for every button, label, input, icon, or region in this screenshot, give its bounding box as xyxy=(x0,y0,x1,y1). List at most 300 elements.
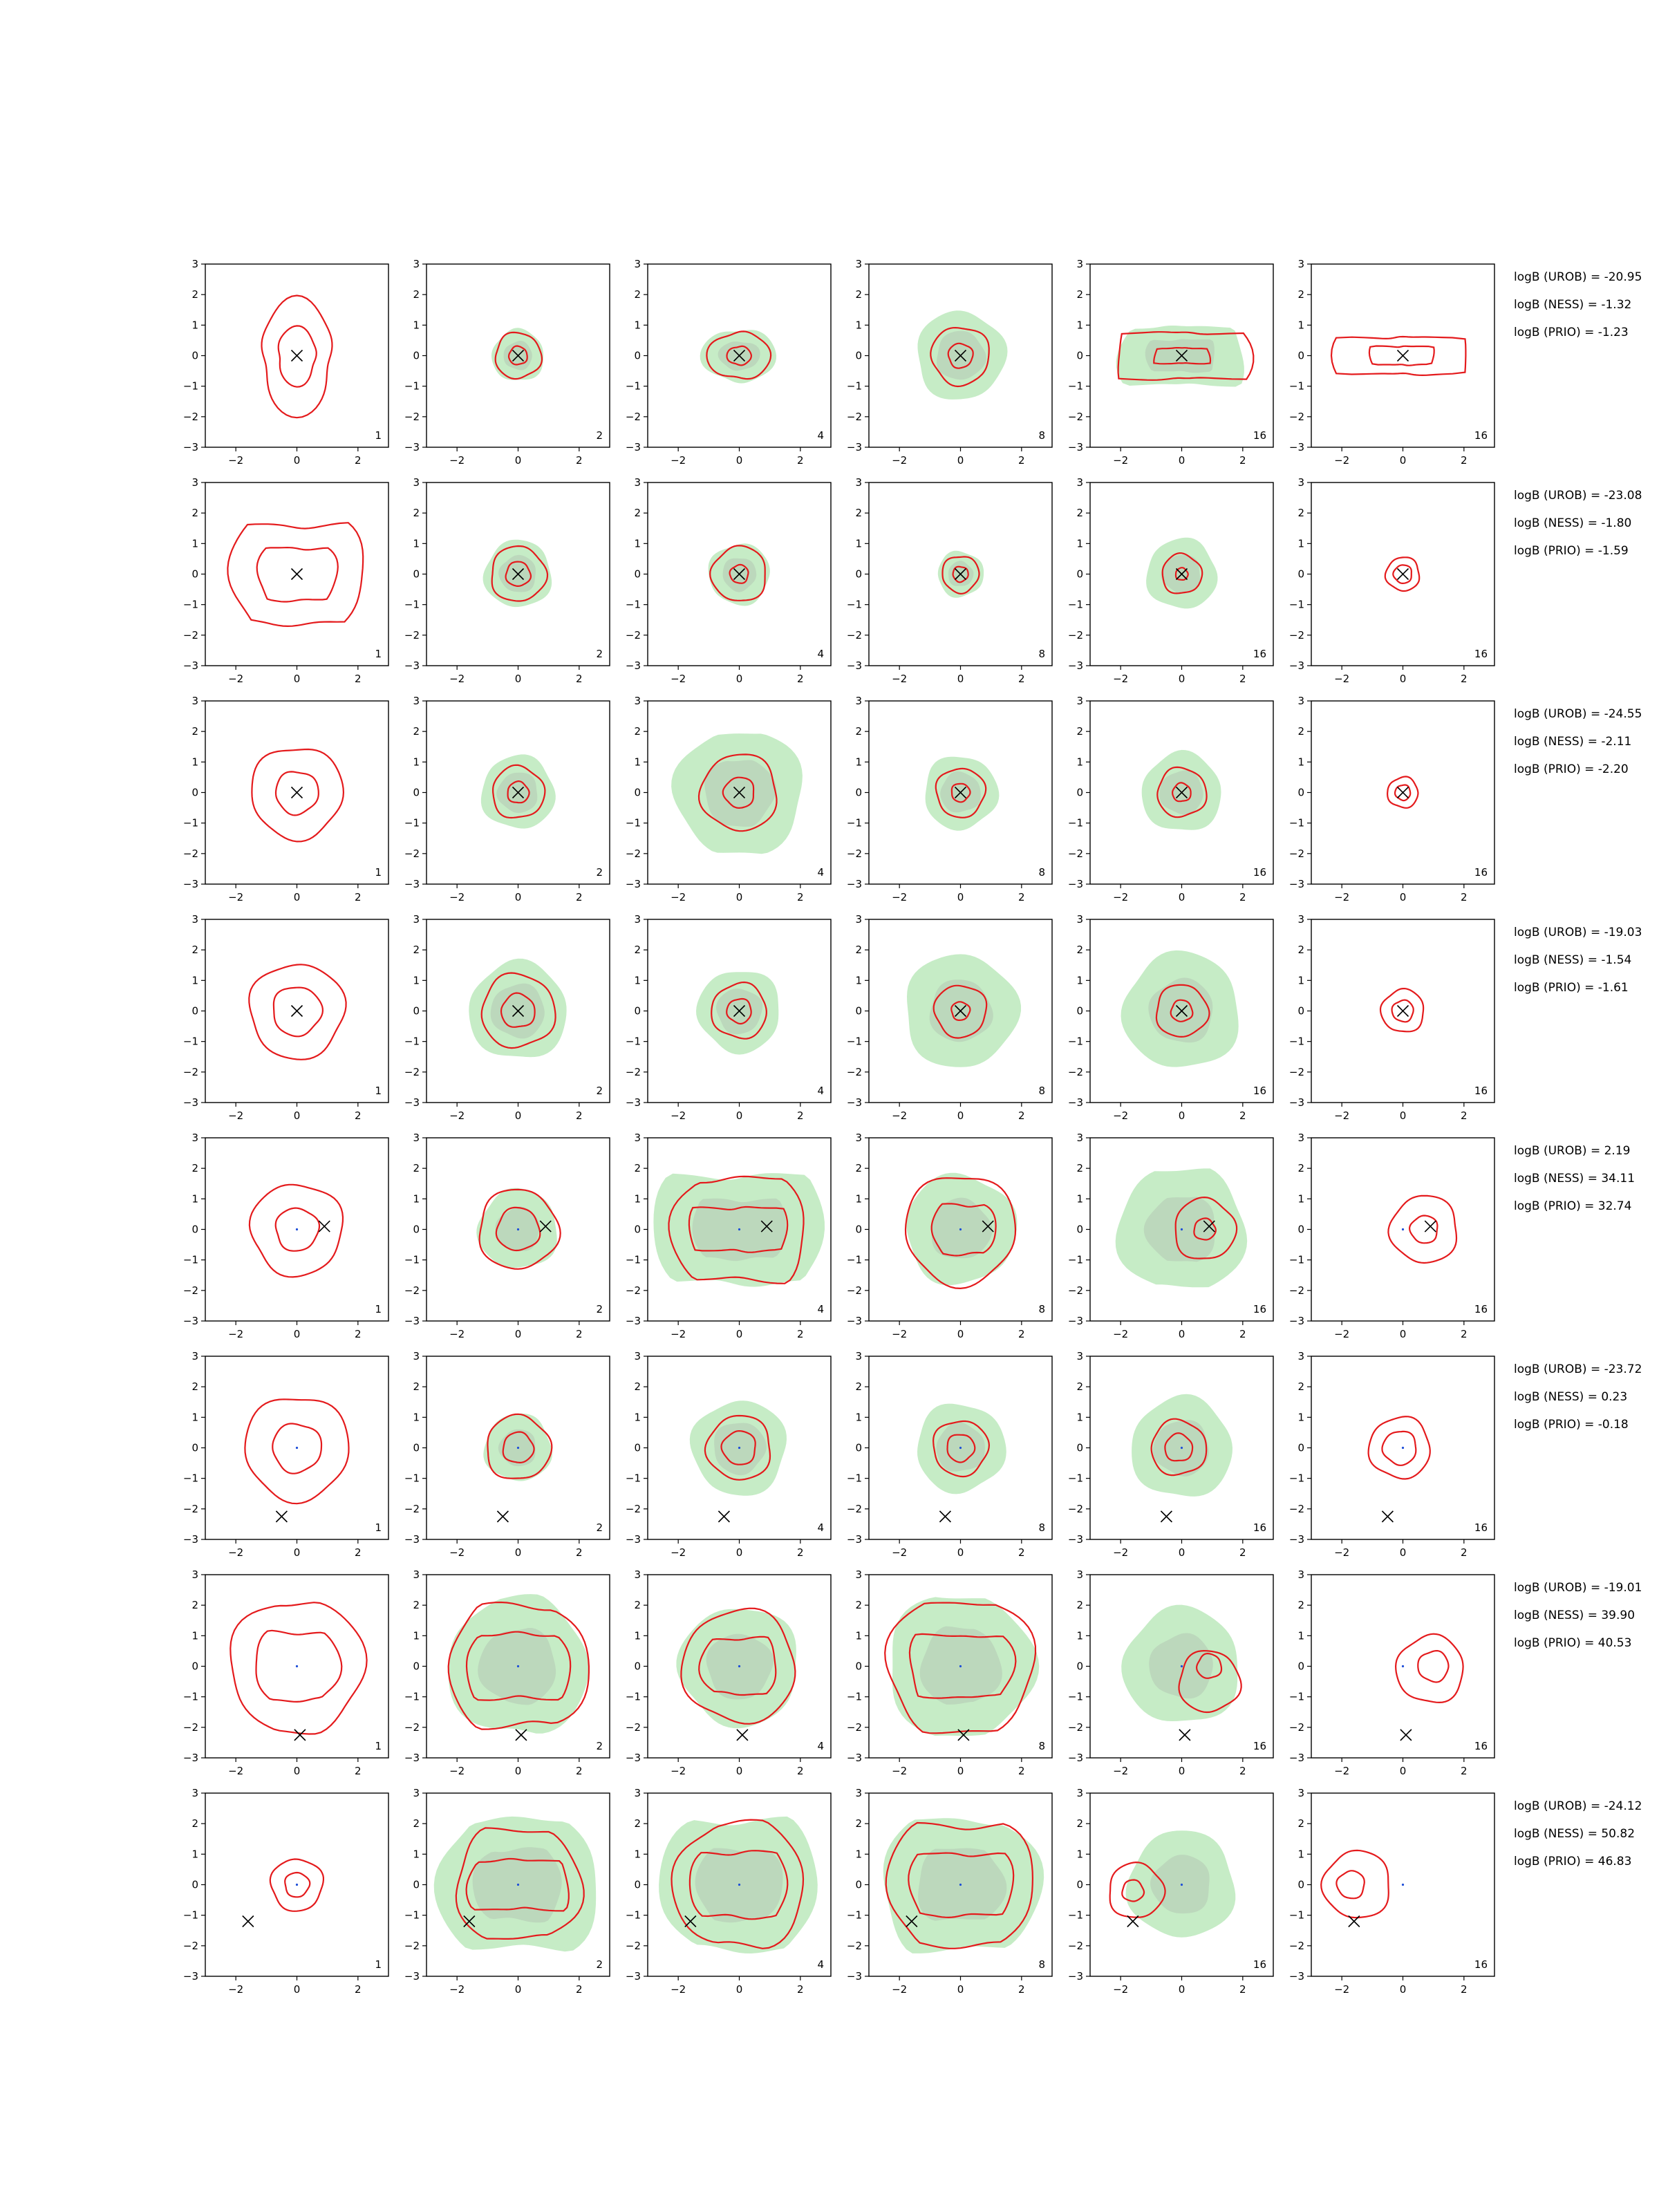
y-tick-label: 2 xyxy=(1297,1599,1304,1612)
sample-count-label: 16 xyxy=(1253,1303,1266,1315)
y-tick-label: 1 xyxy=(413,1629,420,1642)
sample-count-label: 1 xyxy=(375,1740,382,1752)
x-tick-label: 2 xyxy=(1018,1109,1025,1122)
y-tick-label: −1 xyxy=(182,1253,198,1266)
x-tick-label: −2 xyxy=(671,891,686,903)
sample-count-label: 1 xyxy=(375,1521,382,1534)
x-tick-label: 0 xyxy=(1178,1983,1185,1996)
logb-stat-label: logB (NESS) = -2.11 xyxy=(1514,735,1632,749)
y-tick-label: 2 xyxy=(191,1380,198,1394)
y-tick-label: 3 xyxy=(634,1568,641,1581)
y-tick-label: 2 xyxy=(191,1599,198,1612)
contour-outer xyxy=(245,1399,348,1503)
y-tick-label: −1 xyxy=(846,1472,862,1485)
x-tick-label: 2 xyxy=(576,454,583,467)
y-tick-label: 2 xyxy=(1297,1162,1304,1175)
x-tick-label: 2 xyxy=(355,1546,362,1559)
origin-dot xyxy=(959,1665,962,1667)
sample-count-label: 16 xyxy=(1253,429,1266,442)
y-tick-label: −1 xyxy=(625,1690,641,1703)
y-tick-label: 3 xyxy=(191,1132,198,1144)
x-tick-label: −2 xyxy=(1334,1765,1350,1777)
y-tick-label: 3 xyxy=(634,476,641,489)
x-tick-label: 2 xyxy=(1239,1983,1246,1996)
y-tick-label: −3 xyxy=(182,1970,198,1983)
y-tick-label: 0 xyxy=(1297,786,1304,799)
y-tick-label: −2 xyxy=(846,1939,862,1952)
y-tick-label: 3 xyxy=(191,476,198,489)
sample-count-label: 2 xyxy=(596,1740,603,1752)
y-tick-label: 0 xyxy=(634,1878,641,1891)
panel-r2-c6 xyxy=(1289,476,1494,685)
panel-r8-c5 xyxy=(1068,1787,1273,1996)
y-tick-label: −3 xyxy=(846,1096,862,1109)
y-tick-label: 2 xyxy=(634,288,641,301)
x-tick-label: 0 xyxy=(293,673,301,685)
y-tick-label: 1 xyxy=(634,974,641,987)
y-tick-label: −1 xyxy=(182,1035,198,1048)
y-tick-label: −1 xyxy=(1288,1035,1304,1048)
y-tick-label: 0 xyxy=(191,1441,198,1454)
contour-inner xyxy=(256,1631,342,1702)
y-tick-label: 1 xyxy=(413,1411,420,1424)
x-tick-label: 2 xyxy=(797,1328,804,1340)
panel-r4-c2 xyxy=(404,913,610,1122)
y-tick-label: 1 xyxy=(413,1192,420,1206)
panel-r1-c6 xyxy=(1289,258,1494,467)
x-tick-label: −2 xyxy=(892,1983,908,1996)
x-tick-label: 0 xyxy=(1399,1109,1407,1122)
y-tick-label: −2 xyxy=(1288,628,1304,641)
y-tick-label: −3 xyxy=(625,1970,641,1983)
x-tick-label: −2 xyxy=(449,1765,465,1777)
panel-r7-c1 xyxy=(183,1568,388,1777)
panel-r5-c5 xyxy=(1068,1132,1273,1340)
sample-count-label: 4 xyxy=(817,1740,824,1752)
y-tick-label: 0 xyxy=(191,349,198,362)
x-tick-label: 2 xyxy=(1239,1546,1246,1559)
origin-dot xyxy=(1402,1884,1404,1886)
y-tick-label: −2 xyxy=(404,1284,420,1297)
y-tick-label: 0 xyxy=(413,568,420,581)
x-tick-label: 0 xyxy=(735,891,743,903)
y-tick-label: 2 xyxy=(1076,725,1083,738)
y-tick-label: 0 xyxy=(1076,1660,1083,1673)
contour-inner xyxy=(1382,1432,1416,1465)
x-tick-label: 2 xyxy=(355,1109,362,1122)
x-tick-label: −2 xyxy=(892,891,908,903)
x-tick-label: 0 xyxy=(957,1328,964,1340)
sample-count-label: 16 xyxy=(1474,648,1488,660)
y-tick-label: −3 xyxy=(1067,1752,1083,1764)
y-tick-label: −2 xyxy=(846,410,862,423)
contour-outer xyxy=(1331,337,1465,375)
y-tick-label: 1 xyxy=(1297,974,1304,987)
y-tick-label: −1 xyxy=(182,598,198,611)
x-tick-label: −2 xyxy=(1113,454,1129,467)
y-tick-label: 1 xyxy=(191,1411,198,1424)
y-tick-label: −1 xyxy=(1067,598,1083,611)
y-tick-label: 3 xyxy=(413,1568,420,1581)
panel-r8-c1 xyxy=(183,1787,388,1996)
y-tick-label: 3 xyxy=(191,1568,198,1581)
y-tick-label: −1 xyxy=(182,1909,198,1922)
y-tick-label: −1 xyxy=(1067,379,1083,393)
y-tick-label: −3 xyxy=(404,878,420,890)
y-tick-label: 2 xyxy=(1076,1162,1083,1175)
y-tick-label: 2 xyxy=(634,944,641,957)
sample-count-label: 16 xyxy=(1253,648,1266,660)
y-tick-label: 0 xyxy=(1297,1223,1304,1236)
y-tick-label: 1 xyxy=(634,319,641,332)
y-tick-label: −3 xyxy=(1288,441,1304,453)
x-tick-label: 0 xyxy=(514,454,522,467)
y-tick-label: −2 xyxy=(1067,410,1083,423)
y-tick-label: −3 xyxy=(182,1315,198,1327)
x-tick-label: 0 xyxy=(735,1109,743,1122)
y-tick-label: −1 xyxy=(625,1472,641,1485)
y-tick-label: 3 xyxy=(855,1132,862,1144)
y-tick-label: −3 xyxy=(1067,1096,1083,1109)
y-tick-label: −1 xyxy=(846,1690,862,1703)
panel-r3-c3 xyxy=(626,695,831,903)
x-tick-label: 0 xyxy=(957,673,964,685)
y-tick-label: 3 xyxy=(191,1350,198,1362)
x-tick-label: 2 xyxy=(1018,1983,1025,1996)
y-tick-label: −3 xyxy=(1067,1970,1083,1983)
sample-count-label: 8 xyxy=(1038,1740,1045,1752)
y-tick-label: −3 xyxy=(404,659,420,672)
x-tick-label: 2 xyxy=(355,1765,362,1777)
y-tick-label: 2 xyxy=(855,1817,862,1830)
y-tick-label: −1 xyxy=(1288,1690,1304,1703)
y-tick-label: −1 xyxy=(1067,1472,1083,1485)
sample-count-label: 4 xyxy=(817,1085,824,1097)
x-tick-label: 2 xyxy=(797,454,804,467)
y-tick-label: −2 xyxy=(182,1939,198,1952)
y-tick-label: −1 xyxy=(182,1690,198,1703)
x-tick-label: 0 xyxy=(735,1765,743,1777)
y-tick-label: −1 xyxy=(625,598,641,611)
y-tick-label: 2 xyxy=(634,725,641,738)
y-tick-label: 3 xyxy=(1076,1787,1083,1799)
y-tick-label: −3 xyxy=(1288,1970,1304,1983)
y-tick-label: −1 xyxy=(1288,379,1304,393)
panel-r6-c6 xyxy=(1289,1350,1494,1559)
y-tick-label: 0 xyxy=(1297,1878,1304,1891)
y-tick-label: 0 xyxy=(1297,1004,1304,1018)
x-tick-label: −2 xyxy=(892,673,908,685)
y-tick-label: 3 xyxy=(1297,1132,1304,1144)
x-tick-label: 0 xyxy=(1178,1109,1185,1122)
y-tick-label: 3 xyxy=(634,695,641,707)
y-tick-label: −2 xyxy=(625,410,641,423)
panel-r1-c3 xyxy=(626,258,831,467)
y-tick-label: −2 xyxy=(404,628,420,641)
y-tick-label: −2 xyxy=(625,1065,641,1078)
panel-r2-c3 xyxy=(626,476,831,685)
y-tick-label: 1 xyxy=(1076,974,1083,987)
y-tick-label: −2 xyxy=(1288,410,1304,423)
y-tick-label: −1 xyxy=(404,1035,420,1048)
origin-dot xyxy=(738,1884,740,1886)
y-tick-label: −2 xyxy=(625,1721,641,1734)
panel-r8-c2 xyxy=(404,1787,610,1996)
sample-count-label: 2 xyxy=(596,648,603,660)
panel-r2-c5 xyxy=(1068,476,1273,685)
panel-r2-c4 xyxy=(847,476,1052,685)
y-tick-label: 1 xyxy=(191,319,198,332)
y-tick-label: 0 xyxy=(413,1004,420,1018)
sample-count-label: 1 xyxy=(375,1958,382,1971)
x-tick-label: 2 xyxy=(1461,1983,1468,1996)
sample-count-label: 2 xyxy=(596,1085,603,1097)
y-tick-label: 1 xyxy=(1076,1848,1083,1861)
origin-dot xyxy=(296,1884,298,1886)
y-tick-label: −1 xyxy=(1067,1909,1083,1922)
sample-count-label: 1 xyxy=(375,648,382,660)
panel-r4-c5 xyxy=(1068,913,1273,1122)
x-tick-label: 0 xyxy=(514,1109,522,1122)
y-tick-label: 2 xyxy=(413,944,420,957)
x-tick-label: 0 xyxy=(293,1765,301,1777)
x-tick-label: −2 xyxy=(449,1328,465,1340)
y-tick-label: 1 xyxy=(855,1411,862,1424)
x-tick-label: −2 xyxy=(892,1765,908,1777)
x-tick-label: 0 xyxy=(1178,1765,1185,1777)
y-tick-label: 0 xyxy=(1076,568,1083,581)
y-tick-label: 1 xyxy=(855,319,862,332)
y-tick-label: −1 xyxy=(625,379,641,393)
x-tick-label: −2 xyxy=(449,1983,465,1996)
y-tick-label: −3 xyxy=(404,1752,420,1764)
y-tick-label: −1 xyxy=(404,1909,420,1922)
y-tick-label: 2 xyxy=(413,725,420,738)
panel-r1-c2 xyxy=(404,258,610,467)
panel-r3-c5 xyxy=(1068,695,1273,903)
sample-count-label: 8 xyxy=(1038,648,1045,660)
y-tick-label: 3 xyxy=(191,913,198,926)
sample-count-label: 1 xyxy=(375,1303,382,1315)
y-tick-label: 3 xyxy=(413,1350,420,1362)
y-tick-label: −3 xyxy=(1067,441,1083,453)
y-tick-label: −2 xyxy=(1067,628,1083,641)
y-tick-label: 3 xyxy=(634,258,641,270)
x-tick-label: 0 xyxy=(514,1765,522,1777)
y-tick-label: −3 xyxy=(846,1533,862,1546)
origin-dot xyxy=(296,1665,298,1667)
x-tick-label: 0 xyxy=(1178,1328,1185,1340)
x-tick-label: 2 xyxy=(1239,454,1246,467)
y-tick-label: 0 xyxy=(855,1441,862,1454)
sample-count-label: 8 xyxy=(1038,1521,1045,1534)
panel-r5-c6 xyxy=(1289,1132,1494,1340)
y-tick-label: 1 xyxy=(1076,1192,1083,1206)
y-tick-label: −3 xyxy=(404,1315,420,1327)
x-tick-label: −2 xyxy=(449,1546,465,1559)
origin-dot xyxy=(1402,1228,1404,1230)
x-tick-label: −2 xyxy=(1334,1983,1350,1996)
logb-stat-label: logB (PRIO) = -1.59 xyxy=(1514,544,1629,558)
y-tick-label: 3 xyxy=(855,695,862,707)
y-tick-label: −3 xyxy=(404,1970,420,1983)
x-tick-label: −2 xyxy=(671,1109,686,1122)
y-tick-label: 1 xyxy=(1297,319,1304,332)
y-tick-label: −1 xyxy=(404,1472,420,1485)
contour-outer xyxy=(1369,1416,1430,1479)
y-tick-label: 3 xyxy=(191,695,198,707)
x-tick-label: 0 xyxy=(293,1983,301,1996)
panel-r7-c6 xyxy=(1289,1568,1494,1777)
contour-outer xyxy=(227,523,363,626)
x-tick-label: 2 xyxy=(1239,673,1246,685)
y-tick-label: 2 xyxy=(855,1599,862,1612)
logb-stat-label: logB (NESS) = 50.82 xyxy=(1514,1827,1635,1841)
x-tick-label: −2 xyxy=(1334,1328,1350,1340)
y-tick-label: 0 xyxy=(191,568,198,581)
x-tick-label: 2 xyxy=(1239,1328,1246,1340)
y-tick-label: 1 xyxy=(634,1629,641,1642)
y-tick-label: 2 xyxy=(1076,1599,1083,1612)
y-tick-label: 2 xyxy=(634,1162,641,1175)
true-parameter-marker xyxy=(292,1006,303,1017)
sample-count-label: 1 xyxy=(375,1085,382,1097)
panel-r4-c1 xyxy=(183,913,388,1122)
y-tick-label: 3 xyxy=(413,258,420,270)
x-tick-label: 0 xyxy=(514,673,522,685)
x-tick-label: 0 xyxy=(957,891,964,903)
x-tick-label: 2 xyxy=(1018,1328,1025,1340)
y-tick-label: 0 xyxy=(634,1004,641,1018)
x-tick-label: 0 xyxy=(1178,891,1185,903)
x-tick-label: 0 xyxy=(735,1983,743,1996)
x-tick-label: −2 xyxy=(228,1328,244,1340)
x-tick-label: 0 xyxy=(293,1328,301,1340)
x-tick-label: −2 xyxy=(892,1109,908,1122)
sample-count-label: 2 xyxy=(596,866,603,879)
y-tick-label: −1 xyxy=(625,1909,641,1922)
y-tick-label: 1 xyxy=(413,1848,420,1861)
x-tick-label: −2 xyxy=(1113,1328,1129,1340)
x-tick-label: −2 xyxy=(1113,1983,1129,1996)
y-tick-label: 3 xyxy=(855,913,862,926)
origin-dot xyxy=(517,1884,519,1886)
y-tick-label: −2 xyxy=(1288,1502,1304,1515)
origin-dot xyxy=(517,1665,519,1667)
logb-stat-label: logB (UROB) = 2.19 xyxy=(1514,1144,1631,1158)
panel-r6-c1 xyxy=(183,1350,388,1559)
y-tick-label: 0 xyxy=(1076,1223,1083,1236)
y-tick-label: 0 xyxy=(634,786,641,799)
x-tick-label: 0 xyxy=(293,454,301,467)
y-tick-label: 1 xyxy=(1297,756,1304,769)
origin-dot xyxy=(1181,1884,1183,1886)
logb-stat-label: logB (PRIO) = -2.20 xyxy=(1514,762,1629,776)
y-tick-label: 0 xyxy=(413,1223,420,1236)
sample-count-label: 2 xyxy=(596,1303,603,1315)
y-tick-label: −2 xyxy=(182,1284,198,1297)
y-tick-label: −3 xyxy=(182,659,198,672)
y-tick-label: 2 xyxy=(413,288,420,301)
y-tick-label: −2 xyxy=(625,1284,641,1297)
y-tick-label: −3 xyxy=(182,878,198,890)
y-tick-label: −2 xyxy=(846,628,862,641)
origin-dot xyxy=(1402,1665,1404,1667)
y-tick-label: 2 xyxy=(634,1380,641,1394)
x-tick-label: 0 xyxy=(514,891,522,903)
true-parameter-marker xyxy=(1398,787,1409,798)
y-tick-label: 1 xyxy=(634,756,641,769)
x-tick-label: 0 xyxy=(735,454,743,467)
y-tick-label: 0 xyxy=(855,349,862,362)
true-parameter-marker xyxy=(292,569,303,580)
x-tick-label: 2 xyxy=(576,1765,583,1777)
y-tick-label: 1 xyxy=(413,319,420,332)
sample-count-label: 8 xyxy=(1038,429,1045,442)
y-tick-label: 0 xyxy=(855,1223,862,1236)
y-tick-label: −3 xyxy=(1288,659,1304,672)
contour-inner xyxy=(1336,1871,1364,1898)
y-tick-label: 2 xyxy=(1076,288,1083,301)
x-tick-label: 0 xyxy=(1178,454,1185,467)
y-tick-label: −3 xyxy=(625,1533,641,1546)
x-tick-label: 0 xyxy=(957,454,964,467)
y-tick-label: −1 xyxy=(1288,1472,1304,1485)
y-tick-label: 0 xyxy=(634,1223,641,1236)
x-tick-label: 2 xyxy=(1461,454,1468,467)
logb-stat-label: logB (NESS) = 0.23 xyxy=(1514,1390,1628,1404)
y-tick-label: −2 xyxy=(182,1721,198,1734)
y-tick-label: −2 xyxy=(404,847,420,860)
x-tick-label: 0 xyxy=(1178,673,1185,685)
true-parameter-marker xyxy=(319,1221,330,1232)
y-tick-label: 3 xyxy=(634,1350,641,1362)
y-tick-label: 3 xyxy=(634,913,641,926)
y-tick-label: −3 xyxy=(404,1096,420,1109)
x-tick-label: 2 xyxy=(576,1328,583,1340)
x-tick-label: 0 xyxy=(514,1328,522,1340)
y-tick-label: 0 xyxy=(634,1441,641,1454)
true-parameter-marker xyxy=(294,1730,306,1741)
y-tick-label: 3 xyxy=(413,1132,420,1144)
x-tick-label: −2 xyxy=(228,1983,244,1996)
y-tick-label: −2 xyxy=(625,628,641,641)
y-tick-label: 0 xyxy=(1076,786,1083,799)
y-tick-label: −2 xyxy=(1288,1284,1304,1297)
sample-count-label: 8 xyxy=(1038,866,1045,879)
y-tick-label: −1 xyxy=(182,816,198,830)
x-tick-label: −2 xyxy=(1334,1546,1350,1559)
x-tick-label: 2 xyxy=(1018,454,1025,467)
logb-stat-label: logB (PRIO) = -1.61 xyxy=(1514,981,1629,995)
x-tick-label: −2 xyxy=(1113,1109,1129,1122)
y-tick-label: 2 xyxy=(855,1380,862,1394)
origin-dot xyxy=(517,1447,519,1449)
x-tick-label: 0 xyxy=(957,1109,964,1122)
x-tick-label: 2 xyxy=(1239,1765,1246,1777)
y-tick-label: 0 xyxy=(1076,349,1083,362)
y-tick-label: 1 xyxy=(855,1629,862,1642)
y-tick-label: 3 xyxy=(855,476,862,489)
y-tick-label: −3 xyxy=(846,1752,862,1764)
y-tick-label: −1 xyxy=(1288,598,1304,611)
x-tick-label: −2 xyxy=(671,1983,686,1996)
x-tick-label: 2 xyxy=(355,1328,362,1340)
x-tick-label: −2 xyxy=(1113,673,1129,685)
y-tick-label: −2 xyxy=(1288,1939,1304,1952)
y-tick-label: 0 xyxy=(413,1878,420,1891)
x-tick-label: 2 xyxy=(1018,891,1025,903)
